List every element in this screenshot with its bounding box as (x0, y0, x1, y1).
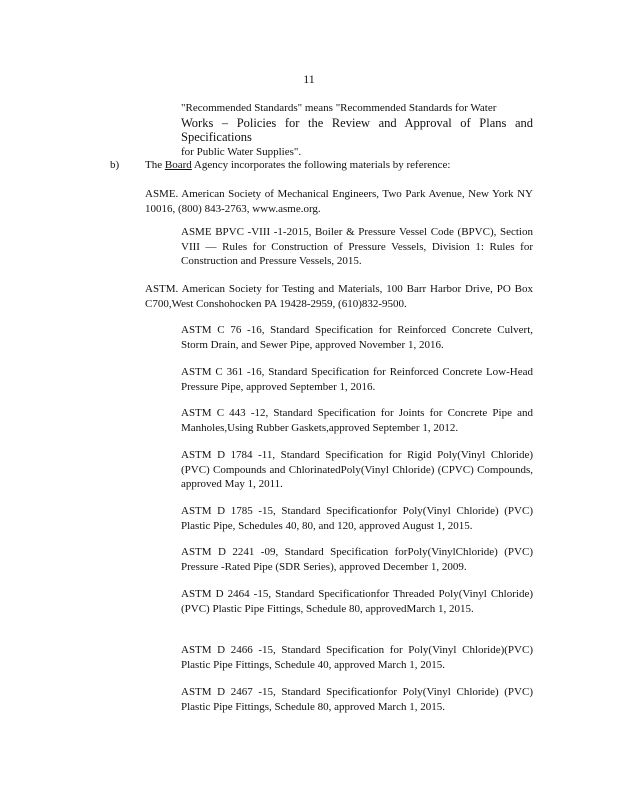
board-struck-text: Board (164, 159, 192, 171)
section-intro (145, 158, 533, 173)
ref-astm-c361: ASTM C 361 -16, Standard Specification for Reinforced Concrete Low-Head Pressure Pipe, approved September 1, 2016. (181, 366, 533, 393)
section-label: b) (110, 159, 120, 171)
ref-astm-d2466: ASTM D 2466 -15, Standard Specification for Poly(Vinyl Chloride)(PVC) Plastic Pipe Fittings, Schedule 40, approved March 1, 2015. (181, 644, 533, 671)
ref-asme-bpvc: ASME BPVC -VIII -1-2015, Boiler & Pressure Vessel Code (BPVC), Section VIII — Rules for Construction of Pressure Vessels, Division 1: Rules for Construction and Pressure Vessels, 2015. (181, 226, 533, 267)
org-astm: ASTM. American Society for Testing and Materials, 100 Barr Harbor Drive, PO Box C700,West Conshohocken PA 19428-2959, (610)832-9500. (145, 283, 533, 310)
org-asme: ASME. American Society of Mechanical Engineers, Two Park Avenue, New York NY 10016, (800) 843-2763, www.asme.org. (145, 188, 533, 215)
definition-quote (181, 101, 533, 159)
intro-suffix: Agency incorporates the following materials by reference: (191, 159, 451, 171)
ref-astm-d2464: ASTM D 2464 -15, Standard Specificationfor Threaded Poly(Vinyl Chloride) (PVC) Plastic Pipe Fittings, Schedule 80, approvedMarch 1, 2015. (181, 588, 533, 615)
ref-astm-c76: ASTM C 76 -16, Standard Specification for Reinforced Concrete Culvert, Storm Drain, and Sewer Pipe, approved November 1, 2016. (181, 324, 533, 351)
ref-astm-c443: ASTM C 443 -12, Standard Specification for Joints for Concrete Pipe and Manholes,Using Rubber Gaskets,approved September 1, 2012. (181, 407, 533, 434)
quote-line-1: "Recommended Standards" means "Recommended Standards for Water (181, 102, 497, 114)
ref-astm-d1784: ASTM D 1784 -11, Standard Specification for Rigid Poly(Vinyl Chloride) (PVC) Compounds and ChlorinatedPoly(Vinyl Chloride) (CPVC) Compounds, approved May 1, 2011. (181, 449, 533, 490)
quote-line-3: for Public Water Supplies". (181, 145, 302, 158)
ref-astm-d1785: ASTM D 1785 -15, Standard Specificationfor Poly(Vinyl Chloride) (PVC) Plastic Pipe, Schedules 40, 80, and 120, approved August 1, 2015. (181, 505, 533, 532)
intro-prefix: The (145, 159, 163, 171)
ref-astm-d2467: ASTM D 2467 -15, Standard Specificationfor Poly(Vinyl Chloride) (PVC) Plastic Pipe Fittings, Schedule 80, approved March 1, 2015. (181, 686, 533, 713)
ref-astm-d2241: ASTM D 2241 -09, Standard Specification forPoly(VinylChloride) (PVC) Pressure -Rated Pipe (SDR Series), approved December 1, 2009. (181, 546, 533, 573)
page-number: 11 (303, 72, 315, 86)
quote-line-2: Works – Policies for the Review and Approval of Plans and Specifications (181, 115, 533, 144)
